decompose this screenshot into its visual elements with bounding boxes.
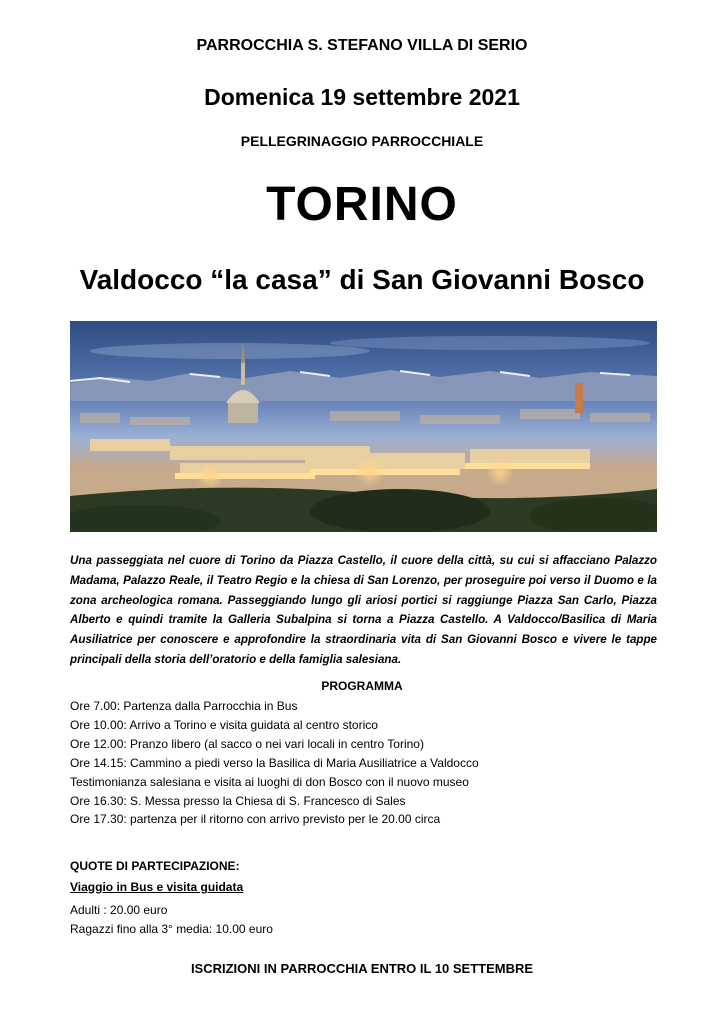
program-item: Ore 12.00: Pranzo libero (al sacco o nei vari locali in centro Torino): [70, 736, 424, 751]
program-item: Ore 14.15: Cammino a piedi verso la Basilica di Maria Ausiliatrice a Valdocco: [70, 755, 479, 770]
program-item: Testimonianza salesiana e visita ai luoghi di don Bosco con il nuovo museo: [70, 774, 469, 789]
program-item: Ore 10.00: Arrivo a Torino e visita guidata al centro storico: [70, 717, 378, 732]
parish-name: PARROCCHIA S. STEFANO VILLA DI SERIO: [196, 37, 528, 54]
program-item: Ore 17.30: partenza per il ritorno con arrivo previsto per le 20.00 circa: [70, 812, 441, 827]
intro-paragraph: Una passeggiata nel cuore di Torino da Piazza Castello, il cuore della città, su cui si affacciano Palazzo Madama, Palazzo Reale, il Teatro Regio e la chiesa di San Lorenzo, per proseguire poi verso il Duomo e la zona archeologica romana. Passeggiando lungo gli ariosi portici si raggiunge Piazza San Carlo, Piazza Alberto e quindi tramite la Galleria Subalpina si torna a Piazza Castello. A Valdocco/Basilica di Maria Ausiliatrice per conoscere e approfondire la straordinaria vita di San Giovanni Bosco e vivere le tappe principali della storia dell’oratorio e della famiglia salesiana.: [70, 554, 657, 666]
program-item: Ore 16.30: S. Messa presso la Chiesa di S. Francesco di Sales: [70, 793, 406, 808]
program-list: [70, 697, 479, 829]
quotes-subtitle: Viaggio in Bus e visita guidata: [70, 880, 244, 894]
event-type: PELLEGRINAGGIO PARROCCHIALE: [240, 133, 484, 149]
price-adults: Adulti : 20.00 euro: [70, 903, 168, 917]
turin-panorama-photo: [70, 321, 657, 532]
program-title: PROGRAMMA: [321, 679, 403, 693]
quotes-title: QUOTE DI PARTECIPAZIONE:: [70, 859, 240, 873]
program-item: Ore 7.00: Partenza dalla Parrocchia in Bus: [70, 699, 298, 713]
event-subtitle: Valdocco “la casa” di San Giovanni Bosco: [79, 264, 645, 295]
registration-deadline: ISCRIZIONI IN PARROCCHIA ENTRO IL 10 SETTEMBRE: [190, 961, 534, 976]
city-title: TORINO: [266, 178, 458, 231]
price-kids: Ragazzi fino alla 3° media: 10.00 euro: [70, 922, 273, 936]
event-date: Domenica 19 settembre 2021: [204, 84, 520, 110]
